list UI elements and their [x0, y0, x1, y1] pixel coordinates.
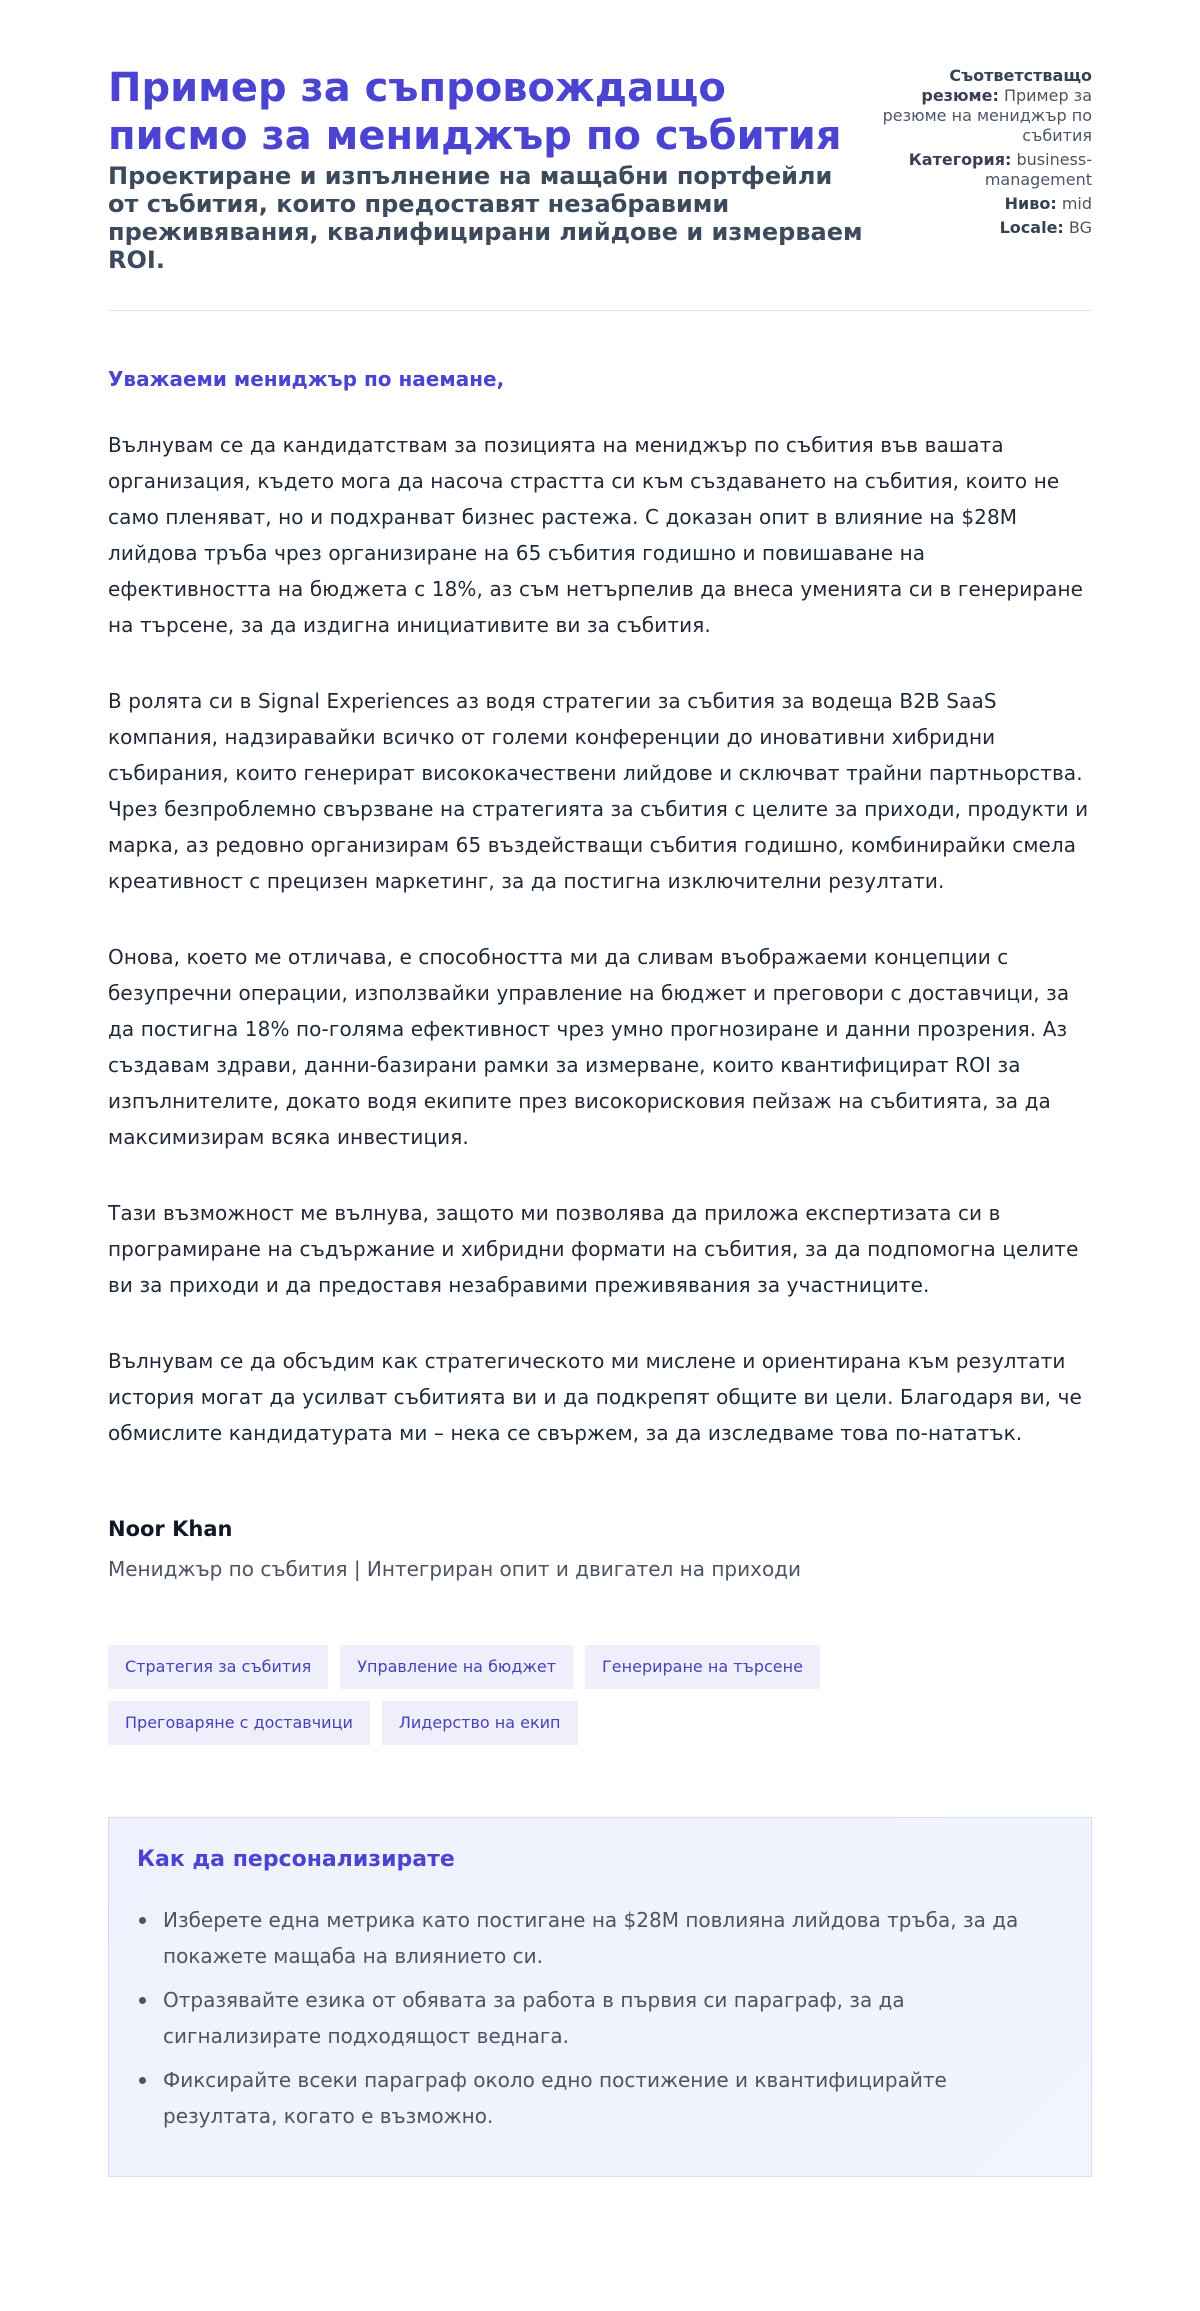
- tips-list: [137, 1902, 1063, 2134]
- meta-locale-value: BG: [1068, 218, 1092, 237]
- meta-panel: [872, 64, 1092, 242]
- personalization-tips: [108, 1817, 1092, 2177]
- tips-title: Как да персонализирате: [137, 1847, 455, 1872]
- letter-paragraph: Тази възможност ме вълнува, защото ми позволява да приложа експертизата си в програмиране на съдържание и хибридни формати на събития, за да подпомогна целите ви за приходи и да предоставя незабравими преживявания за участниците.: [108, 1201, 1079, 1297]
- signature-title: Мениджър по събития | Интегриран опит и двигател на приходи: [108, 1557, 802, 1581]
- skill-tag: Стратегия за събития: [108, 1645, 328, 1689]
- skill-tags: [108, 1645, 908, 1757]
- letter-paragraph: Вълнувам се да обсъдим как стратегическото ми мислене и ориентирана към резултати история могат да усилват събитията ви и да подкрепят общите ви цели. Благодаря ви, че обмислите кандидатурата ми – нека се свържем, за да изследваме това по-нататък.: [108, 1349, 1082, 1445]
- meta-category: [872, 150, 1092, 190]
- letter-salutation: Уважаеми мениджър по наемане,: [108, 367, 505, 391]
- page-title: Пример за съпровождащо писмо за мениджър по събития: [108, 65, 842, 159]
- meta-resume-link[interactable]: Пример за резюме на мениджър по събития: [882, 86, 1092, 145]
- meta-resume-label: Съответстващо резюме:: [921, 66, 1092, 105]
- tips-item: Отразявайте езика от обявата за работа в първия си параграф, за да сигнализирате подходящост веднага.: [137, 1982, 1063, 2054]
- meta-locale: [872, 218, 1092, 238]
- letter-paragraph: Онова, което ме отличава, е способността ми да сливам въображаеми концепции с безупречни операции, използвайки управление на бюджет и преговори с доставчици, за да постигна 18% по-голяма ефективност чрез умно прогнозиране и данни прозрения. Аз създавам здрави, данни-базирани рамки за измерване, които квантифицират ROI за изпълнителите, докато водя екипите през високорисковия пейзаж на събитията, за да максимизирам всяка инвестиция.: [108, 945, 1070, 1149]
- meta-level-label: Ниво:: [1004, 194, 1057, 213]
- tips-item: Фиксирайте всеки параграф около едно постижение и квантифицирайте резултата, когато е възможно.: [137, 2062, 1063, 2134]
- letter-paragraph: Вълнувам се да кандидатствам за позицията на мениджър по събития във вашата организация, където мога да насоча страстта си към създаването на събития, които не само пленяват, но и подхранват бизнес растежа. С доказан опит в влияние на $28M лийдова тръба чрез организиране на 65 събития годишно и повишаване на ефективността на бюджета с 18%, аз съм нетърпелив да внеса уменията си в генериране на търсене, за да издигна инициативите ви за събития.: [108, 433, 1084, 637]
- signature-name: Noor Khan: [108, 1517, 233, 1541]
- meta-level: [872, 194, 1092, 214]
- letter-paragraph: В ролята си в Signal Experiences аз водя стратегии за събития за водеща B2B SaaS компания, надзиравайки всичко от големи конференции до иновативни хибридни събирания, които генерират висококачествени лийдове и сключват трайни партньорства. Чрез безпроблемно свързване на стратегията за събития с целите за приходи, продукти и марка, аз редовно организирам 65 въздействащи събития годишно, комбинирайки смела креативност с прецизен маркетинг, за да постигна изключителни резултати.: [108, 689, 1089, 893]
- page-header: [108, 64, 1092, 311]
- meta-category-label: Категория:: [908, 150, 1012, 169]
- header-left: [108, 64, 868, 274]
- tips-item: Изберете една метрика като постигане на $28M повлияна лийдова тръба, за да покажете мащаба на влиянието си.: [137, 1902, 1063, 1974]
- skill-tag: Лидерство на екип: [382, 1701, 578, 1745]
- signature: [108, 1515, 1092, 1583]
- meta-category-value: business-management: [984, 150, 1092, 189]
- skill-tag: Преговаряне с доставчици: [108, 1701, 370, 1745]
- skill-tag: Генериране на търсене: [585, 1645, 820, 1689]
- skill-tag: Управление на бюджет: [340, 1645, 573, 1689]
- letter-body: [108, 427, 1092, 1451]
- meta-resume: [872, 66, 1092, 146]
- meta-locale-label: Locale:: [999, 218, 1064, 237]
- meta-level-value: mid: [1061, 194, 1092, 213]
- page-subtitle: Проектиране и изпълнение на мащабни портфейли от събития, които предоставят незабравими преживявания, квалифицирани лийдове и измерваем ROI.: [108, 162, 863, 274]
